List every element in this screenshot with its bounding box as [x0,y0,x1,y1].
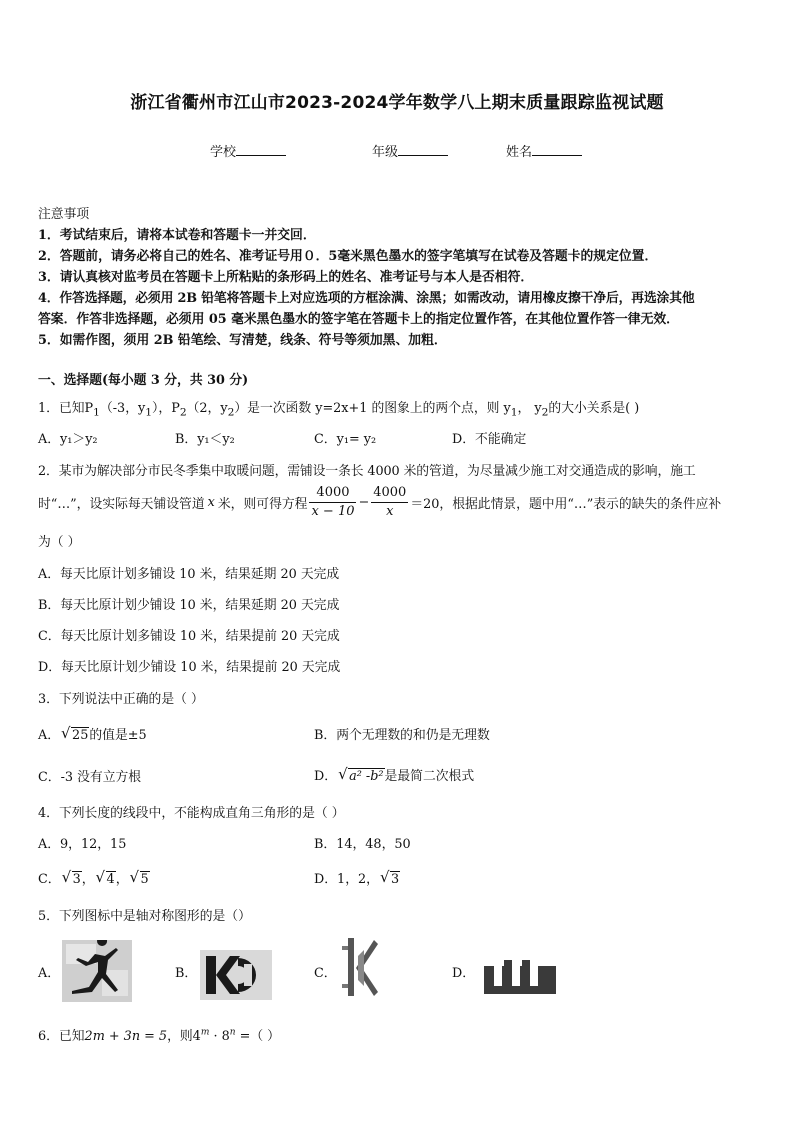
q5-option-b-label: B． [175,966,198,981]
notice-heading: 注意事项 [38,207,90,222]
q3-option-b: B．两个无理数的和仍是无理数 [314,728,490,743]
fraction-2: $\frac{4000}{x}$ [373,484,407,519]
q2-line3: 为（ ） [38,535,81,550]
q4-option-a: A．9，12，15 [38,837,127,852]
q5-option-c-label: C． [314,966,337,981]
q3-option-d: D．√ a² -b²是最简二次根式 [314,765,474,784]
grade-blank[interactable] [398,143,448,156]
q1-option-b: B．y₁＜y₂ [175,432,235,447]
notice-item: 2．答题前，请务必将自己的姓名、准考证号用０．5毫米黑色墨水的签字笔填写在试卷及答题卡的规定位置． [38,249,658,264]
q4-option-b: B．14，48，50 [314,837,411,852]
q1-option-d: D．不能确定 [452,432,527,447]
grade-label: 年级 [372,145,399,160]
q3-stem: 3．下列说法中正确的是（ ） [38,692,204,707]
q2-option-b: B．每天比原计划少铺设 10 米，结果延期 20 天完成 [38,598,340,613]
q1-option-a: A．y₁＞y₂ [38,432,98,447]
grade-field[interactable] [372,141,448,160]
q4-option-c: C．√ 3，√ 4，√ 5 [38,868,150,887]
name-blank[interactable] [532,143,582,156]
q2-line2: 时“…”，设实际每天铺设管道 x 米，则可得方程 $\frac{4000}{x - 10}$ − $\frac{4000}{x}$ ＝20，根据此情景，题中用“…”表示的缺失的条件应补 [38,484,722,519]
notice-item: 4．作答选择题，必须用 2B 铅笔将答题卡上对应选项的方框涂满、涂黑；如需改动，请用橡皮擦干净后，再选涂其他 [38,291,695,306]
q1-option-c: C．y₁= y₂ [314,432,377,447]
q5-stem: 5．下列图标中是轴对称图形的是（） [38,909,251,924]
section-heading: 一、选择题(每小题 3 分，共 30 分) [38,373,249,388]
q3-option-a: A．√ 25的值是±5 [38,724,147,743]
name-field[interactable] [506,141,582,160]
school-label: 学校 [210,145,237,160]
lebron-logo-icon [482,960,558,996]
q2-option-a: A．每天比原计划多铺设 10 米，结果延期 20 天完成 [38,567,340,582]
q2-option-c: C．每天比原计划多铺设 10 米，结果提前 20 天完成 [38,629,340,644]
notice-item: 3．请认真核对监考员在答题卡上所粘贴的条形码上的姓名、准考证号与本人是否相符． [38,270,534,285]
kd-logo-icon [200,950,272,1000]
q6-stem: 6．已知2m + 3n = 5，则$4^m \cdot 8^n$ =（ ） [38,1027,280,1044]
notice-item: 5．如需作图，须用 2B 铅笔绘、写清楚，线条、符号等须加黑、加粗． [38,333,447,348]
jumpman-logo-icon [62,940,132,1002]
notice-item: 答案．作答非选择题，必须用 05 毫米黑色墨水的签字笔在答题卡上的指定位置作答，在其他位置作答一律无效． [38,312,679,327]
school-blank[interactable] [236,143,286,156]
kyrie-logo-icon [340,936,380,1000]
q2-line1: 2．某市为解决部分市民冬季集中取暖问题，需铺设一条长 4000 米的管道，为尽量减少施工对交通造成的影响，施工 [38,464,696,479]
q2-option-d: D．每天比原计划少铺设 10 米，结果提前 20 天完成 [38,660,341,675]
notice-item: 1．考试结束后，请将本试卷和答题卡一并交回． [38,228,316,243]
q4-option-d: D．1，2，√ 3 [314,868,400,887]
page-title: 浙江省衢州市江山市2023-2024学年数学八上期末质量跟踪监视试题 [130,93,664,113]
q1-stem: 1．已知$P_1(-3$，$y_1$），$P_2(2$，$y_2$）是一次函数 y=2x+1 的图象上的两个点，则 $y_1$， $y_2$的大小关系是( ) [38,401,640,419]
q3-option-c: C．-3 没有立方根 [38,770,142,785]
q4-stem: 4．下列长度的线段中，不能构成直角三角形的是（ ） [38,806,345,821]
q5-option-a-label: A． [38,966,61,981]
name-label: 姓名 [506,145,533,160]
fraction-1: $\frac{4000}{x - 10}$ [311,484,355,519]
school-field[interactable] [210,141,286,160]
q5-option-d-label: D． [452,966,476,981]
